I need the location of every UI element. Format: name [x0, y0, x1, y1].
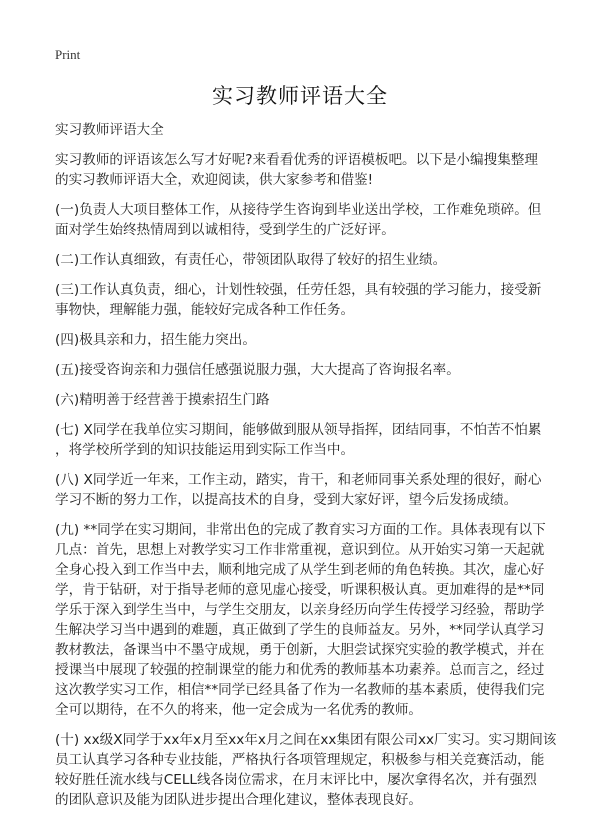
paragraph	[55, 280, 555, 320]
paragraph-line: 全身心投入到工作当中去，顺利地完成了从学生到老师的角色转换。其次，虚心好	[55, 562, 545, 578]
paragraph-line: 几点：首先，思想上对教学实习工作非常重视，意识到位。从开始实习第一天起就	[55, 542, 545, 558]
paragraph-line: 教材教法，备课当中不墨守成规，勇于创新，大胆尝试探究实验的教学模式，并在	[55, 642, 545, 658]
paragraph	[55, 150, 555, 190]
paragraph-line: (八) X同学近一年来，工作主动，踏实，肯干，和老师同事关系处理的很好，耐心	[55, 472, 542, 488]
paragraph-line: 较好胜任流水线与CELL线各岗位需求，在月末评比中，屡次拿得名次，并有强烈	[55, 772, 537, 788]
paragraph	[55, 470, 555, 510]
paragraph-line: 学乐于深入到学生当中，与学生交朋友，以亲身经历向学生传授学习经验，帮助学	[55, 602, 545, 618]
paragraph-line: (一)负责人大项目整体工作，从接待学生咨询到毕业送出学校，工作难免琐碎。但	[55, 202, 542, 218]
paragraph-line: (十) xx级X同学于xx年x月至xx年x月之间在xx集团有限公司xx厂实习。实习期间该	[55, 732, 557, 748]
paragraph-line: 员工认真学习各种专业技能，严格执行各项管理规定，积极参与相关竞赛活动，能	[55, 752, 545, 768]
paragraph-line: (七) X同学在我单位实习期间，能够做到服从领导指挥，团结同事，不怕苦不怕累	[55, 422, 542, 438]
paragraph	[55, 730, 555, 810]
paragraph	[55, 330, 555, 350]
paragraph-line: (六)精明善于经营善于摸索招生门路	[55, 392, 270, 408]
paragraph-line: (二)工作认真细致，有责任心，带领团队取得了较好的招生业绩。	[55, 252, 447, 268]
paragraph-line: 授课当中展现了较强的控制课堂的能力和优秀的教师基本功素养。总而言之，经过	[55, 662, 545, 678]
paragraph	[55, 360, 555, 380]
paragraph-line: 学习不断的努力工作，以提高技术的自身，受到大家好评，望今后发扬成绩。	[55, 492, 518, 508]
print-link[interactable]: Print	[55, 47, 81, 62]
paragraph-line: 实习教师的评语该怎么写才好呢?来看看优秀的评语模板吧。以下是小编搜集整理	[55, 152, 538, 168]
paragraph-line: ，将学校所学到的知识技能运用到实际工作当中。	[55, 442, 355, 458]
paragraph	[55, 200, 555, 240]
paragraph-line: 这次教学实习工作，相信**同学已经具备了作为一名教师的基本素质，使得我们完	[55, 682, 545, 698]
paragraph-line: (五)接受咨询亲和力强信任感强说服力强，大大提高了咨询报名率。	[55, 362, 460, 378]
paragraph-line: 的实习教师评语大全，欢迎阅读，供大家参考和借鉴!	[55, 172, 374, 188]
paragraph-line: 事物快，理解能力强，能较好完成各种工作任务。	[55, 302, 355, 318]
paragraph-line: 的团队意识及能为团队进步提出合理化建议，整体表现良好。	[55, 792, 423, 808]
paragraph-line: (九) **同学在实习期间，非常出色的完成了教育实习方面的工作。具体表现有以下	[55, 522, 546, 538]
document-title: 实习教师评语大全	[212, 84, 388, 108]
paragraph	[55, 520, 555, 720]
paragraph-line: (三)工作认真负责，细心，计划性较强，任劳任怨，具有较强的学习能力，接受新	[55, 282, 542, 298]
paragraph-line: 学，肯于钻研，对于指导老师的意见虚心接受，听课积极认真。更加难得的是**同	[55, 582, 545, 598]
document-subtitle	[55, 120, 555, 140]
paragraph-line: 面对学生始终热情周到以诚相待，受到学生的广泛好评。	[55, 222, 395, 238]
paragraph	[55, 250, 555, 270]
paragraph-line: (四)极具亲和力，招生能力突出。	[55, 332, 256, 348]
paragraph-line: 生解决学习当中遇到的难题，真正做到了学生的良师益友。另外，**同学认真学习	[55, 622, 545, 638]
paragraph	[55, 420, 555, 460]
paragraph-line: 全可以期待，在不久的将来，他一定会成为一名优秀的教师。	[55, 702, 423, 718]
paragraph	[55, 390, 555, 410]
document-body	[55, 120, 555, 820]
paragraph-line: 实习教师评语大全	[55, 122, 164, 138]
